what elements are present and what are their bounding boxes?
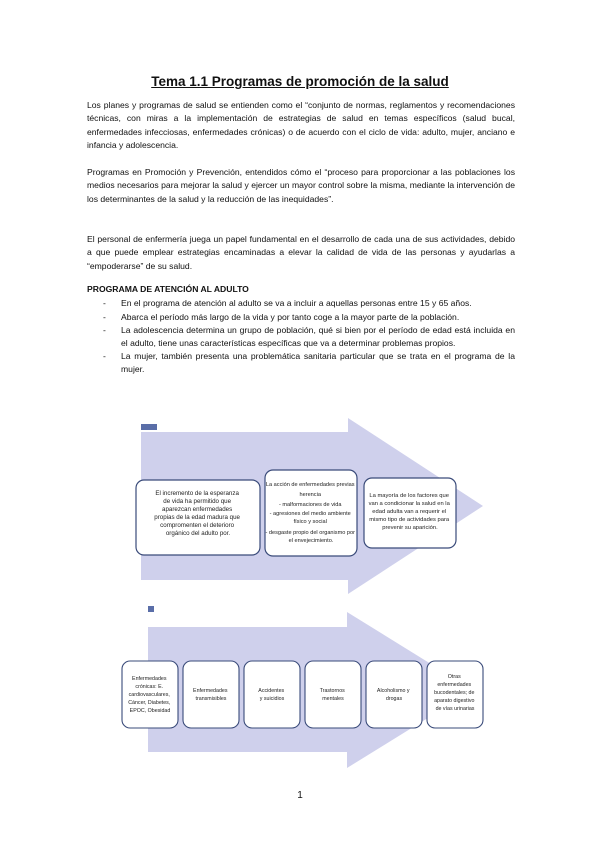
paragraph-3: El personal de enfermería juega un papel fundamental en el desarrollo de cada una de sus actividades, debido a que puede emplear estrategias encaminadas a elevar la calidad de vida de las personas y ayudarlas a “empoderarse” de su salud.	[87, 234, 515, 271]
bottom-box-4-text: Trastornos mentales	[319, 688, 345, 702]
bullet-marker: -	[103, 351, 106, 361]
page-number: 1	[297, 790, 303, 801]
list-item: - La mujer, también presenta una problemática sanitaria particular que se trata en el programa de la mujer.	[103, 351, 515, 374]
diagram-bottom	[122, 606, 483, 768]
bottom-box-6-text: Otras enfermedades bucodentales; de aparato digestivo de vías urinarias	[434, 674, 475, 712]
paragraph-1: Los planes y programas de salud se entienden como el “conjunto de normas, reglamentos y recomendaciones técnicas, con miras a la implementación de estrategias de salud en temas específicos (salud bucal, enfermedades infecciosas, enfermedades crónicas) o de acuerdo con el ciclo de vida: adulto, mujer, anciano e infancia y adolescencia.	[87, 100, 515, 151]
bullet-marker: -	[103, 298, 106, 308]
bullet-marker: -	[103, 325, 106, 335]
bottom-box-5-text: Alcoholismo y drogas	[376, 688, 410, 702]
top-marker	[141, 424, 157, 430]
list-item: - La adolescencia determina un grupo de población, qué si bien por el período de edad está incluida en el adulto, tiene unas características específicas que va a determinar problemas propios.	[103, 325, 515, 348]
diagram-top	[136, 418, 483, 594]
list-item: - En el programa de atención al adulto se va a incluir a aquellas personas entre 15 y 65 años.	[103, 298, 472, 308]
list-item: - Abarca el período más largo de la vida y por tanto coge a la mayor parte de la población.	[103, 311, 460, 322]
top-box-3-text: La mayoría de los factores que van a condicionar la salud en la edad adulta van a requerir el mismo tipo de actividades para prevenir su aparición.	[368, 493, 450, 531]
bottom-marker	[148, 606, 154, 612]
section-heading: PROGRAMA DE ATENCIÓN AL ADULTO	[87, 284, 249, 294]
bottom-box-2	[183, 661, 239, 728]
top-box-1-text: El incremento de la esperanza de vida ha permitido que aparezcan enfermedades propias de la edad madura que compromenten el deterioro orgánico del adulto por.	[154, 490, 240, 537]
top-box-2-text: La acción de enfermedades previas herencia - malformaciones de vida - agresiones del medio ambiente físico y social - desgaste propio del organismo por el envejecimiento.	[265, 482, 355, 544]
bottom-box-3-text: Accidentes y suicidios	[258, 688, 285, 702]
bottom-box-1-text: Enfermedades crónicas: E. cardiovasculares, Cáncer, Diabetes, EPOC, Obesidad	[128, 676, 171, 714]
bottom-box-4	[305, 661, 361, 728]
bottom-box-2-text: Enfermedades transmisibles	[193, 688, 228, 702]
bottom-box-5	[366, 661, 422, 728]
bottom-box-3	[244, 661, 300, 728]
paragraph-2: Programas en Promoción y Prevención, entendidos cómo el “proceso para proporcionar a las poblaciones los medios necesarios para mejorar la salud y ejercer un mayor control sobre la misma, mediante la intervención de los determinantes de la salud y la reducción de las inequidades”.	[87, 167, 515, 204]
page-title: Tema 1.1 Programas de promoción de la salud	[151, 74, 449, 89]
bullet-marker: -	[103, 311, 106, 322]
